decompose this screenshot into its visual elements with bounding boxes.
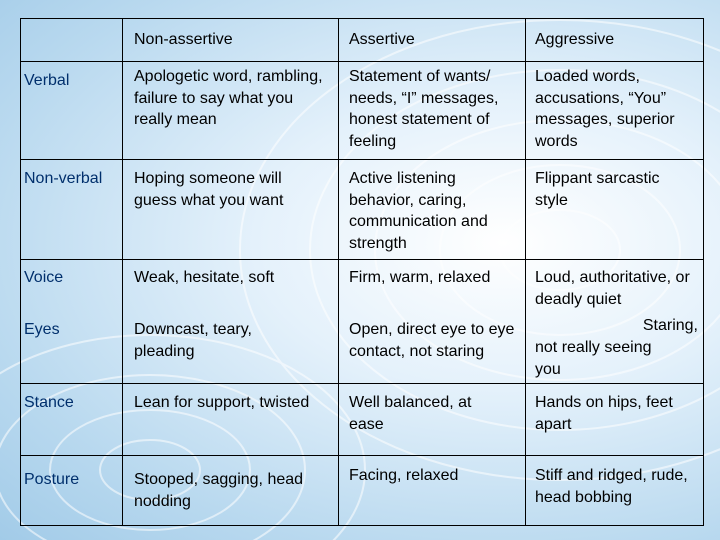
cell-verbal-assertive: Statement of wants/ needs, “I” messages, honest statement of feeling: [349, 68, 499, 150]
column-divider: [338, 18, 339, 526]
cell-posture-assertive: Facing, relaxed: [349, 467, 459, 484]
column-divider: [122, 18, 123, 526]
row-label-stance: Stance: [24, 394, 74, 411]
table-border-right: [703, 18, 704, 526]
header-aggressive: Aggressive: [535, 31, 615, 48]
cell-voice-non-assertive: Weak, hesitate, soft: [134, 269, 275, 286]
row-label-non-verbal: Non-verbal: [24, 170, 103, 187]
table-border-left: [20, 18, 21, 526]
row-label-posture: Posture: [24, 471, 80, 488]
cell-stance-non-assertive: Lean for support, twisted: [134, 394, 310, 411]
cell-verbal-aggressive: Loaded words, accusations, “You” messages, superior words: [535, 68, 675, 150]
row-divider: [20, 259, 704, 260]
cell-eyes-aggressive: not really seeing you: [535, 339, 652, 378]
comparison-table: [20, 18, 704, 526]
cell-stance-aggressive: Hands on hips, feet apart: [535, 394, 673, 433]
cell-eyes-aggressive-first-line: Staring,: [642, 317, 698, 334]
cell-non-verbal-assertive: Active listening behavior, caring, communication and strength: [349, 170, 488, 252]
row-label-voice: Voice: [24, 269, 64, 286]
table-border-bottom: [20, 525, 704, 526]
row-divider: [20, 383, 704, 384]
cell-voice-assertive: Firm, warm, relaxed: [349, 269, 491, 286]
cell-posture-aggressive: Stiff and ridged, rude, head bobbing: [535, 467, 688, 506]
row-divider: [20, 61, 704, 62]
cell-posture-non-assertive: Stooped, sagging, head nodding: [134, 471, 304, 510]
row-divider: [20, 159, 704, 160]
cell-eyes-assertive: Open, direct eye to eye contact, not staring: [349, 321, 515, 360]
row-divider: [20, 455, 704, 456]
cell-voice-aggressive: Loud, authoritative, or deadly quiet: [535, 269, 690, 308]
cell-verbal-non-assertive: Apologetic word, rambling, failure to say what you really mean: [134, 68, 323, 128]
header-non-assertive: Non-assertive: [134, 31, 233, 48]
cell-non-verbal-aggressive: Flippant sarcastic style: [535, 170, 660, 209]
row-label-verbal: Verbal: [24, 72, 70, 89]
cell-stance-assertive: Well balanced, at ease: [349, 394, 472, 433]
row-label-eyes: Eyes: [24, 321, 60, 338]
cell-non-verbal-non-assertive: Hoping someone will guess what you want: [134, 170, 284, 209]
cell-eyes-non-assertive: Downcast, teary, pleading: [134, 321, 252, 360]
table-border-top: [20, 18, 704, 19]
header-assertive: Assertive: [349, 31, 415, 48]
